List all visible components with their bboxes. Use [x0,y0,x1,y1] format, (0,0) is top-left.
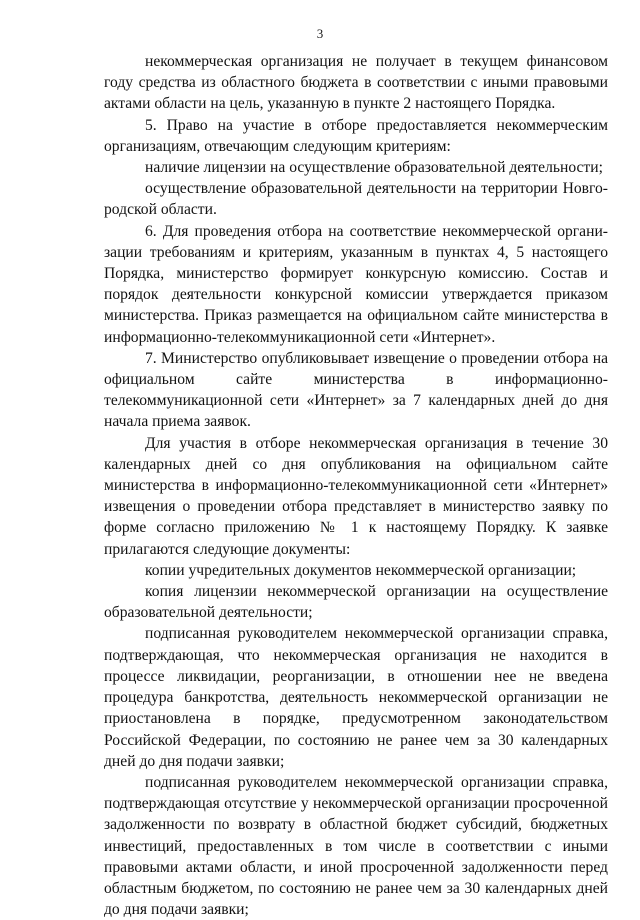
paragraph-continuation: некоммерческая организация не получает в текущем финансовом году средства из областного бюджета в соответствии с иными правовыми актами области на цель, указанную в пункте 2 настоящего Порядка. [104,53,608,113]
paragraph-doc-license-copy: копия лицензии некоммерческой организации на осуществление образовательной деятельности; [104,583,608,622]
paragraph-application: Для участия в отборе некоммерческая организация в течение 30 календарных дней со дня опубликования на официальном сайте министерства в информационно-телекоммуникационной сети «Интернет» извещения о проведении отбора представляет в министерство заявку по форме согласно приложению № 1 к настоящему Порядку. К заявке прилагаются следующие документы: [104,434,608,558]
document-body [104,51,608,920]
paragraph-item-5: 5. Право на участие в отборе предоставляется некоммерческим организациям, отвечающим следующим критериям: [104,116,608,155]
paragraph-doc-debt-certificate: подписанная руководителем некоммерческой организации справка, подтверждающая отсутствие у некоммерческой организации просроченной задолженности по возврату в областной бюджет субсидий, бюджетных инвестиций, предоставленных в том числе в соответствии с иными правовыми актами области, и иной просроченной задолженности перед областным бюджетом, по состоянию не ранее чем за 30 календарных дней до дня подачи заявки; [104,773,608,919]
paragraph-criterion-license: наличие лицензии на осуществление образовательной деятельности; [145,159,603,177]
paragraph-item-6: 6. Для проведения отбора на соответствие некоммерческой организации требованиям и критериям, указанным в пунктах 4, 5 настоящего Порядка, министерство формирует конкурсную комиссию. Состав и порядок деятельности конкурсной комиссии утверждается приказом министерства. Приказ размещается на официальном сайте министерства в информационно-телекоммуникационной сети «Интернет». [104,222,608,346]
page-number: 3 [316,26,324,41]
paragraph-criterion-territory: осуществление образовательной деятельности на территории Новгородской области. [104,180,608,219]
paragraph-doc-founding: копии учредительных документов некоммерческой организации; [145,561,577,579]
paragraph-doc-status-certificate: подписанная руководителем некоммерческой организации справка, подтверждающая, что некоммерческая организация не находится в процессе ликвидации, реорганизации, в отношении нее не введена процедура банкротства, деятельность некоммерческой организации не приостановлена в порядке, предусмотренном законодательством Российской Федерации, по состоянию не ранее чем за 30 календарных дней до дня подачи заявки; [104,625,608,770]
paragraph-item-7: 7. Министерство опубликовывает извещение о проведении отбора на официальном сайте министерства в информационно-телекоммуникационной сети «Интернет» за 7 календарных дней до дня начала приема заявок. [104,349,608,431]
